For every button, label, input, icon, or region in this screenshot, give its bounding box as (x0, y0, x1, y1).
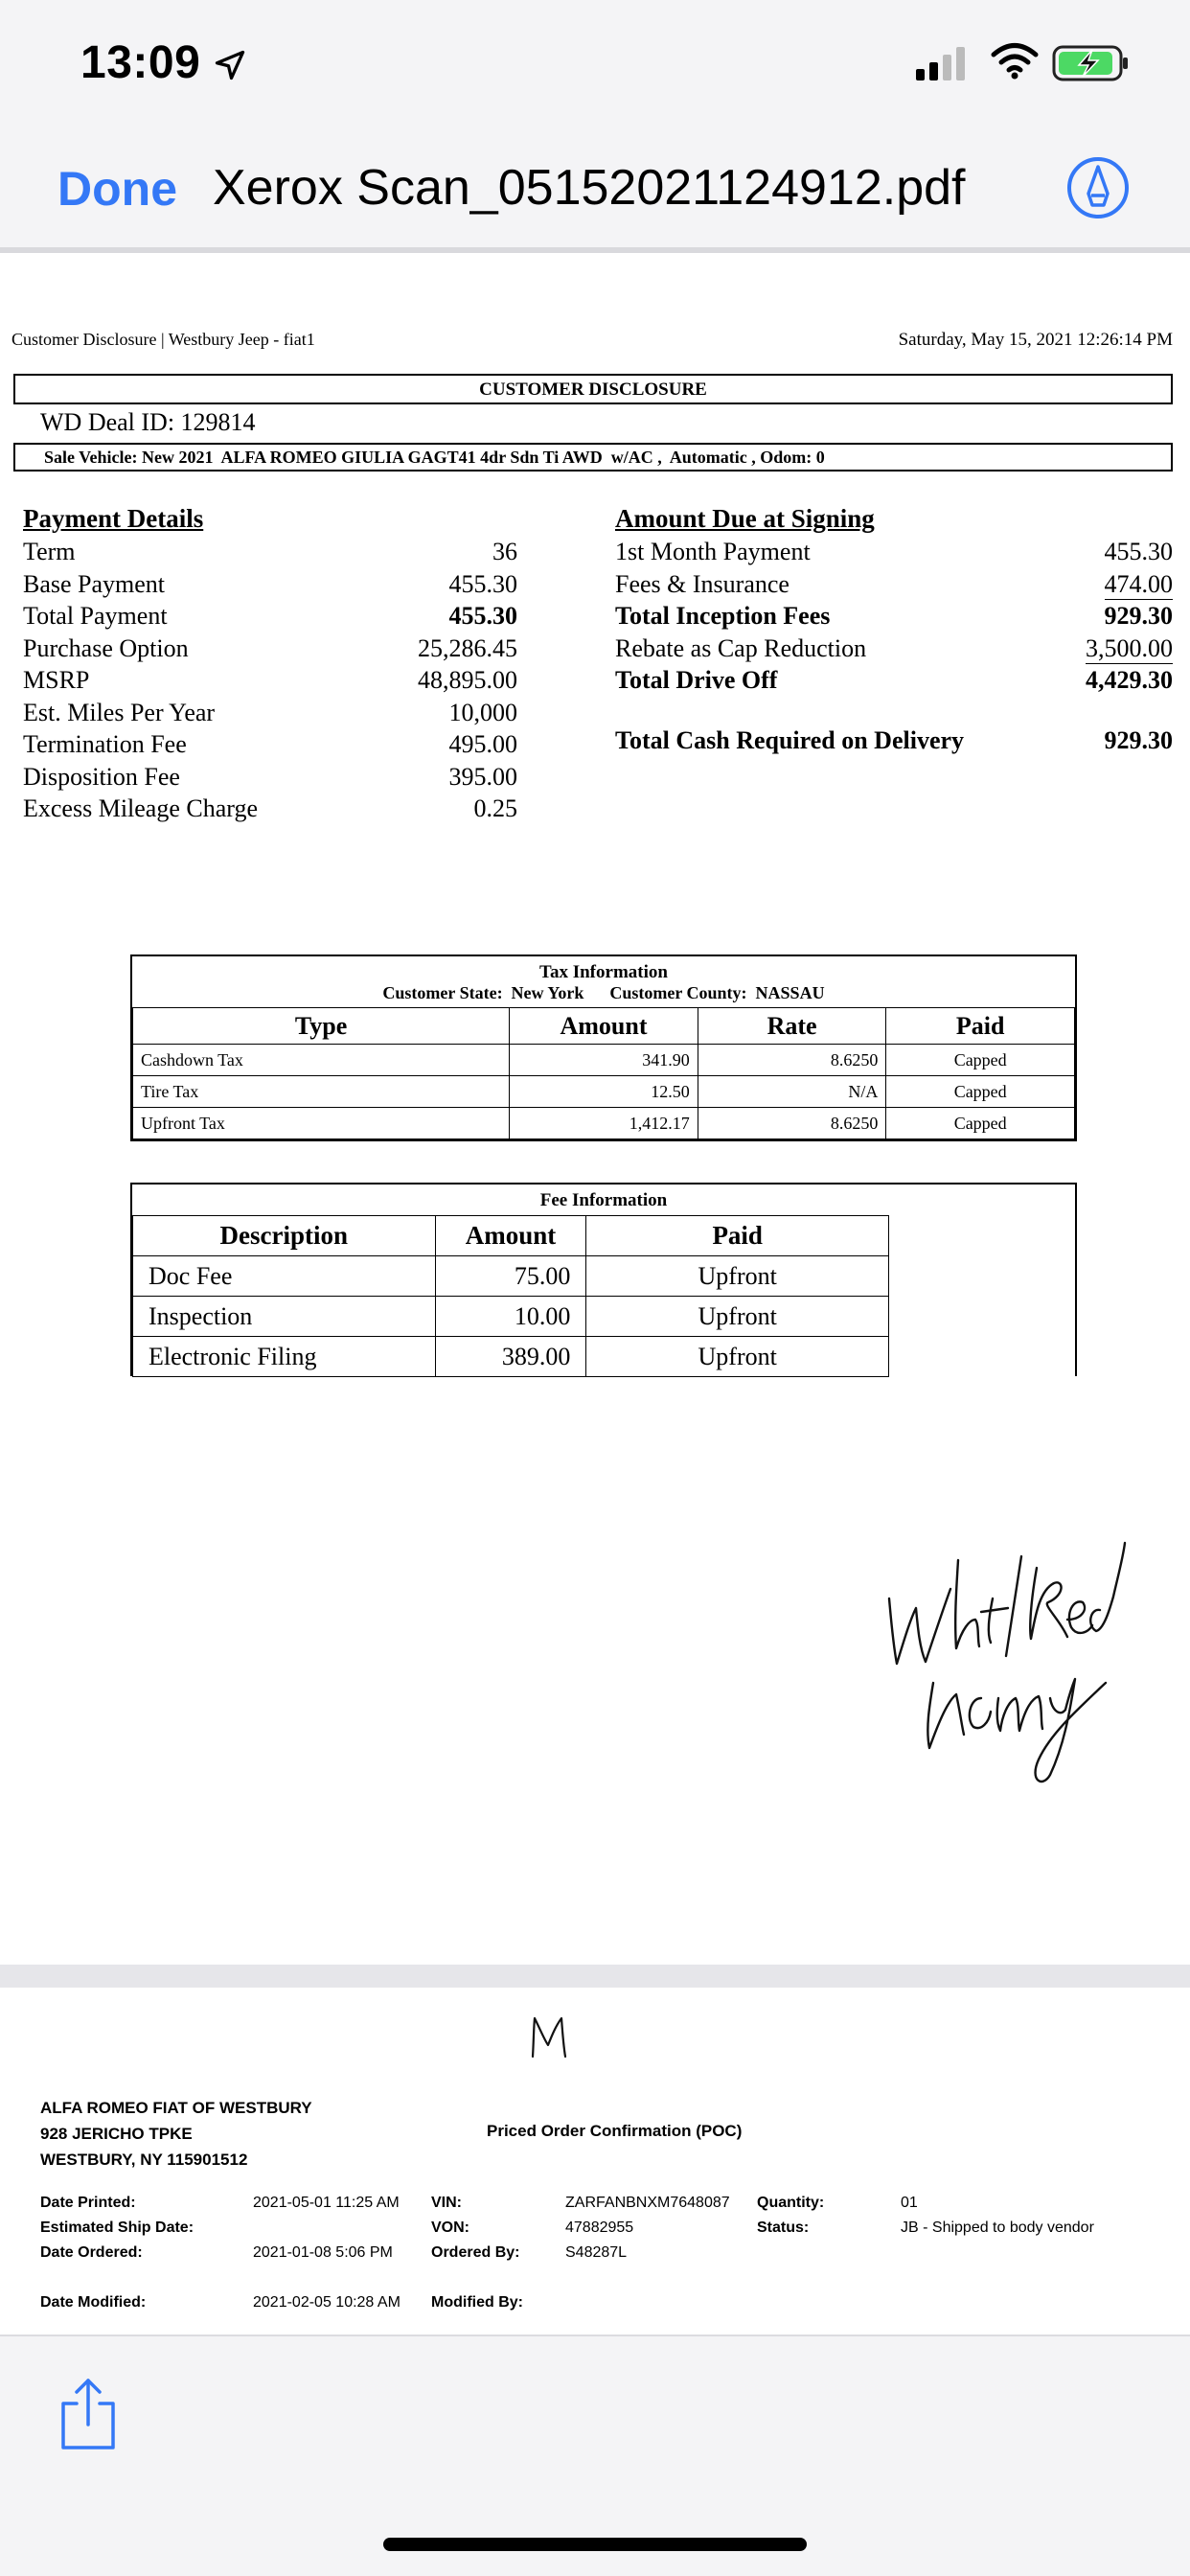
tax-rate: N/A (698, 1076, 886, 1108)
table-header-row (133, 1008, 1075, 1045)
fee-amount: 389.00 (435, 1337, 586, 1377)
row-value: 395.00 (448, 762, 517, 791)
tax-table (132, 1007, 1075, 1139)
tax-rate: 8.6250 (698, 1045, 886, 1076)
tax-amount: 1,412.17 (510, 1108, 698, 1139)
dealer-name: ALFA ROMEO FIAT OF WESTBURY (40, 2099, 312, 2117)
column-header: Description (133, 1216, 436, 1256)
row-value: 455.30 (448, 569, 517, 598)
table-row (133, 1256, 889, 1297)
status-value: JB - Shipped to body vendor (901, 2220, 1094, 2236)
fee-description: Doc Fee (133, 1256, 436, 1297)
fee-amount: 75.00 (435, 1256, 586, 1297)
fee-information-heading: Fee Information (539, 1190, 668, 1210)
amount-due-row (615, 664, 1173, 697)
total-cash-label: Total Cash Required on Delivery (615, 726, 965, 754)
location-arrow-icon (213, 48, 247, 82)
status-bar (0, 0, 1190, 134)
tax-type: Upfront Tax (133, 1108, 510, 1139)
dealer-address (40, 2095, 312, 2173)
home-indicator[interactable] (383, 2538, 807, 2551)
done-button[interactable]: Done (57, 162, 177, 216)
row-value: 4,429.30 (1086, 666, 1173, 694)
tax-paid: Capped (886, 1076, 1075, 1108)
fee-paid: Upfront (586, 1256, 889, 1297)
navigation-bar (0, 134, 1190, 253)
quantity-value: 01 (901, 2195, 918, 2211)
column-header: Amount (435, 1216, 586, 1256)
vin-value: ZARFANBNXM7648087 (565, 2195, 730, 2211)
battery-charging-icon (1052, 44, 1131, 82)
table-row (133, 1297, 889, 1337)
disclosure-title-box (13, 374, 1173, 404)
row-label: Excess Mileage Charge (23, 794, 258, 822)
dealer-city: WESTBURY, NY 115901512 (40, 2150, 248, 2169)
row-label: Purchase Option (23, 633, 189, 662)
handwritten-note (862, 1476, 1150, 1792)
column-header: Amount (510, 1008, 698, 1045)
disclosure-title: CUSTOMER DISCLOSURE (479, 380, 707, 400)
date-printed-value: 2021-05-01 11:25 AM (253, 2195, 400, 2211)
amount-due-row (615, 568, 1173, 601)
tax-rate: 8.6250 (698, 1108, 886, 1139)
von-label: VON: (431, 2220, 469, 2236)
poc-title: Priced Order Confirmation (POC) (487, 2122, 743, 2140)
payment-row (23, 761, 517, 794)
table-row (133, 1108, 1075, 1139)
pdf-page-2 (0, 1988, 1190, 2334)
tax-type: Cashdown Tax (133, 1045, 510, 1076)
date-printed-label: Date Printed: (40, 2195, 136, 2211)
row-value: 455.30 (448, 602, 517, 630)
row-label: Rebate as Cap Reduction (615, 633, 867, 662)
payment-row (23, 664, 517, 697)
table-row (133, 1337, 889, 1377)
fee-description: Electronic Filing (133, 1337, 436, 1377)
row-label: Total Inception Fees (615, 602, 831, 630)
fee-information-table (130, 1183, 1077, 1376)
row-value: 10,000 (448, 698, 517, 726)
column-header: Type (133, 1008, 510, 1045)
markup-pen-icon[interactable] (1065, 155, 1131, 220)
share-icon[interactable] (57, 2377, 119, 2451)
status-time: 13:09 (80, 37, 201, 88)
row-label: 1st Month Payment (615, 538, 811, 565)
ordered-by-label: Ordered By: (431, 2244, 520, 2261)
row-value: 36 (492, 538, 517, 565)
bottom-toolbar (0, 2334, 1190, 2576)
row-label: Termination Fee (23, 730, 187, 758)
total-cash-value: 929.30 (1104, 726, 1173, 754)
payment-row (23, 793, 517, 825)
date-ordered-label: Date Ordered: (40, 2244, 143, 2261)
ordered-by-value: S48287L (565, 2244, 628, 2261)
tax-type: Tire Tax (133, 1076, 510, 1108)
cellular-signal-icon (916, 46, 968, 80)
row-value: 474.00 (1105, 568, 1174, 601)
von-value: 47882955 (565, 2220, 634, 2236)
row-label: Base Payment (23, 569, 166, 598)
date-modified-label: Date Modified: (40, 2294, 147, 2311)
date-modified-value: 2021-02-05 10:28 AM (253, 2294, 400, 2311)
row-value: 25,286.45 (418, 633, 517, 662)
fee-description: Inspection (133, 1297, 436, 1337)
deal-id: WD Deal ID: 129814 (40, 408, 256, 436)
payment-row (23, 728, 517, 761)
page-header-date: Saturday, May 15, 2021 12:26:14 PM (898, 330, 1173, 350)
tax-paid: Capped (886, 1108, 1075, 1139)
tax-amount: 12.50 (510, 1076, 698, 1108)
sale-vehicle-box (13, 443, 1173, 472)
payment-row (23, 632, 517, 665)
amount-due-heading: Amount Due at Signing (615, 504, 875, 533)
payment-row (23, 600, 517, 632)
sale-vehicle: Sale Vehicle: New 2021 ALFA ROMEO GIULIA GAGT41 4dr Sdn Ti AWD w/AC , Automatic , Odom: 0 (44, 448, 825, 467)
column-header: Paid (886, 1008, 1075, 1045)
wifi-icon (991, 42, 1039, 80)
payment-details-heading: Payment Details (23, 504, 204, 533)
row-label: Term (23, 538, 76, 565)
row-value: 495.00 (448, 730, 517, 758)
payment-row (23, 536, 517, 568)
row-label: Est. Miles Per Year (23, 698, 216, 726)
amount-due-row (615, 632, 1173, 665)
document-title: Xerox Scan_05152021124912.pdf (213, 160, 966, 216)
payment-details (23, 504, 517, 825)
status-label: Status: (757, 2220, 810, 2236)
page-header-left: Customer Disclosure | Westbury Jeep - fiat1 (11, 330, 315, 349)
estimated-ship-date-label: Estimated Ship Date: (40, 2220, 195, 2236)
quantity-label: Quantity: (757, 2195, 825, 2211)
column-header: Rate (698, 1008, 886, 1045)
total-cash-required (615, 726, 1173, 755)
tax-information-table (130, 954, 1077, 1141)
dealer-street: 928 JERICHO TPKE (40, 2125, 193, 2143)
amount-due-row (615, 536, 1173, 568)
fee-paid: Upfront (586, 1337, 889, 1377)
modified-by-label: Modified By: (431, 2294, 523, 2311)
fee-amount: 10.00 (435, 1297, 586, 1337)
tax-paid: Capped (886, 1045, 1075, 1076)
page-separator (0, 1965, 1190, 1988)
row-label: Total Drive Off (615, 666, 778, 694)
row-value: 929.30 (1104, 602, 1173, 630)
payment-row (23, 568, 517, 601)
payment-row (23, 697, 517, 729)
row-value: 0.25 (473, 794, 517, 822)
tax-amount: 341.90 (510, 1045, 698, 1076)
table-header-row (133, 1216, 889, 1256)
row-value: 3,500.00 (1086, 632, 1173, 665)
fee-paid: Upfront (586, 1297, 889, 1337)
fee-table (132, 1215, 889, 1377)
row-label: Total Payment (23, 602, 168, 630)
table-row (133, 1045, 1075, 1076)
row-label: Disposition Fee (23, 762, 180, 791)
amount-due-at-signing (615, 504, 1173, 697)
row-label: MSRP (23, 666, 90, 694)
table-row (133, 1076, 1075, 1108)
handwritten-initial (527, 2012, 571, 2062)
row-value: 455.30 (1104, 538, 1173, 565)
tax-customer-location: Customer State: New York Customer County: NASSAU (382, 983, 825, 1002)
tax-information-heading: Tax Information (539, 962, 668, 982)
column-header: Paid (586, 1216, 889, 1256)
row-value: 48,895.00 (418, 666, 517, 694)
vin-label: VIN: (431, 2195, 462, 2211)
pdf-page-1 (0, 259, 1190, 1965)
date-ordered-value: 2021-01-08 5:06 PM (253, 2244, 393, 2261)
amount-due-row (615, 600, 1173, 632)
row-label: Fees & Insurance (615, 569, 790, 598)
